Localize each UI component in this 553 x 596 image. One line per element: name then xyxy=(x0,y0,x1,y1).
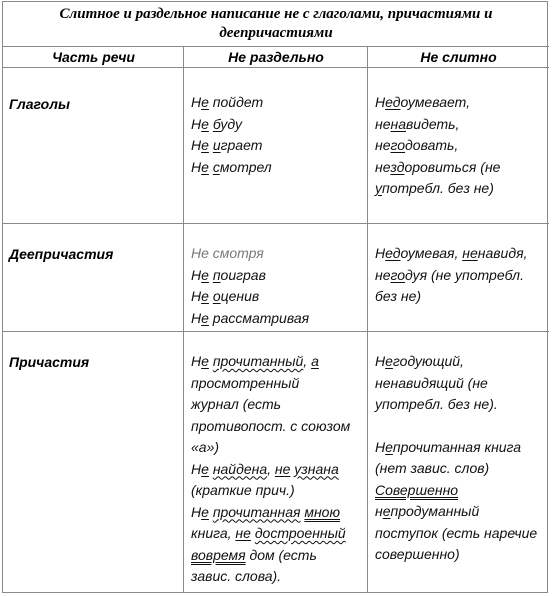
example-line: Не рассматривая xyxy=(191,309,310,326)
gerunds-separate-cell xyxy=(191,243,309,329)
example-line: Не прочитанная мною xyxy=(191,503,340,520)
example-line: нездоровиться (не xyxy=(375,158,501,175)
spacer xyxy=(375,416,537,437)
column-divider xyxy=(183,47,184,593)
example-line: Не поиграв xyxy=(191,266,266,283)
row-divider xyxy=(3,223,549,224)
example-line: негодуя (не употребл. xyxy=(375,266,524,283)
example-line: Не смотря xyxy=(191,245,264,261)
participles-together-cell xyxy=(375,351,537,566)
example-line: (нет завис. слов) xyxy=(375,460,490,476)
table-title-line1: Слитное и раздельное написание не с глаголами, причастиями и xyxy=(59,6,493,22)
example-line: Не буду xyxy=(191,115,242,132)
verbs-separate-cell xyxy=(191,92,272,178)
example-line: употребл. без не). xyxy=(375,396,498,412)
example-line: Не оценив xyxy=(191,288,260,304)
example-line: завис. слова). xyxy=(191,568,282,584)
example-line: негодовать, xyxy=(375,137,459,153)
header-separate: Не раздельно xyxy=(184,47,368,68)
example-line: (краткие прич.) xyxy=(191,482,295,498)
example-line: Не найдена, не узнана xyxy=(191,460,339,477)
part-verbs: Глаголы xyxy=(9,96,70,112)
example-line: Недоумевая, ненавидя, xyxy=(375,245,528,261)
table-title-line2: деепричастиями xyxy=(219,25,333,41)
example-line: Непрочитанная книга xyxy=(375,438,522,455)
column-divider xyxy=(367,47,368,593)
example-line: журнал (есть xyxy=(191,396,282,412)
example-line: противопост. с союзом xyxy=(191,417,351,434)
gerunds-together-cell xyxy=(375,243,527,308)
header-part-of-speech: Часть речи xyxy=(3,47,184,68)
rules-table xyxy=(2,1,548,593)
example-line: поступок (есть наречие xyxy=(375,524,538,541)
example-line: книга, не достроенный xyxy=(191,525,346,541)
row-divider xyxy=(3,331,549,332)
example-line: употребл. без не) xyxy=(375,180,494,196)
example-line: Не прочитанный, а xyxy=(191,353,319,369)
example-line: совершенно) xyxy=(375,546,460,562)
example-line: Не смотрел xyxy=(191,158,272,175)
example-line: просмотренный xyxy=(191,374,300,391)
example-line: Недоумевает, xyxy=(375,94,471,110)
example-line: ненавидеть, xyxy=(375,115,460,132)
part-participles: Причастия xyxy=(9,354,90,370)
part-gerunds: Деепричастия xyxy=(9,246,114,262)
table-title xyxy=(3,2,549,47)
header-together: Не слитно xyxy=(368,47,549,68)
example-line: Не играет xyxy=(191,137,263,153)
example-line: Негодующий, xyxy=(375,353,464,369)
example-line: «а») xyxy=(191,439,220,455)
example-line: вовремя дом (есть xyxy=(191,546,317,563)
example-line: Не пойдет xyxy=(191,94,264,110)
example-line: Совершенно xyxy=(375,481,459,498)
example-line: ненавидящий (не xyxy=(375,374,488,391)
example-line: без не) xyxy=(375,288,422,304)
verbs-together-cell xyxy=(375,92,500,200)
example-line: непродуманный xyxy=(375,503,480,519)
participles-separate-cell xyxy=(191,351,350,588)
